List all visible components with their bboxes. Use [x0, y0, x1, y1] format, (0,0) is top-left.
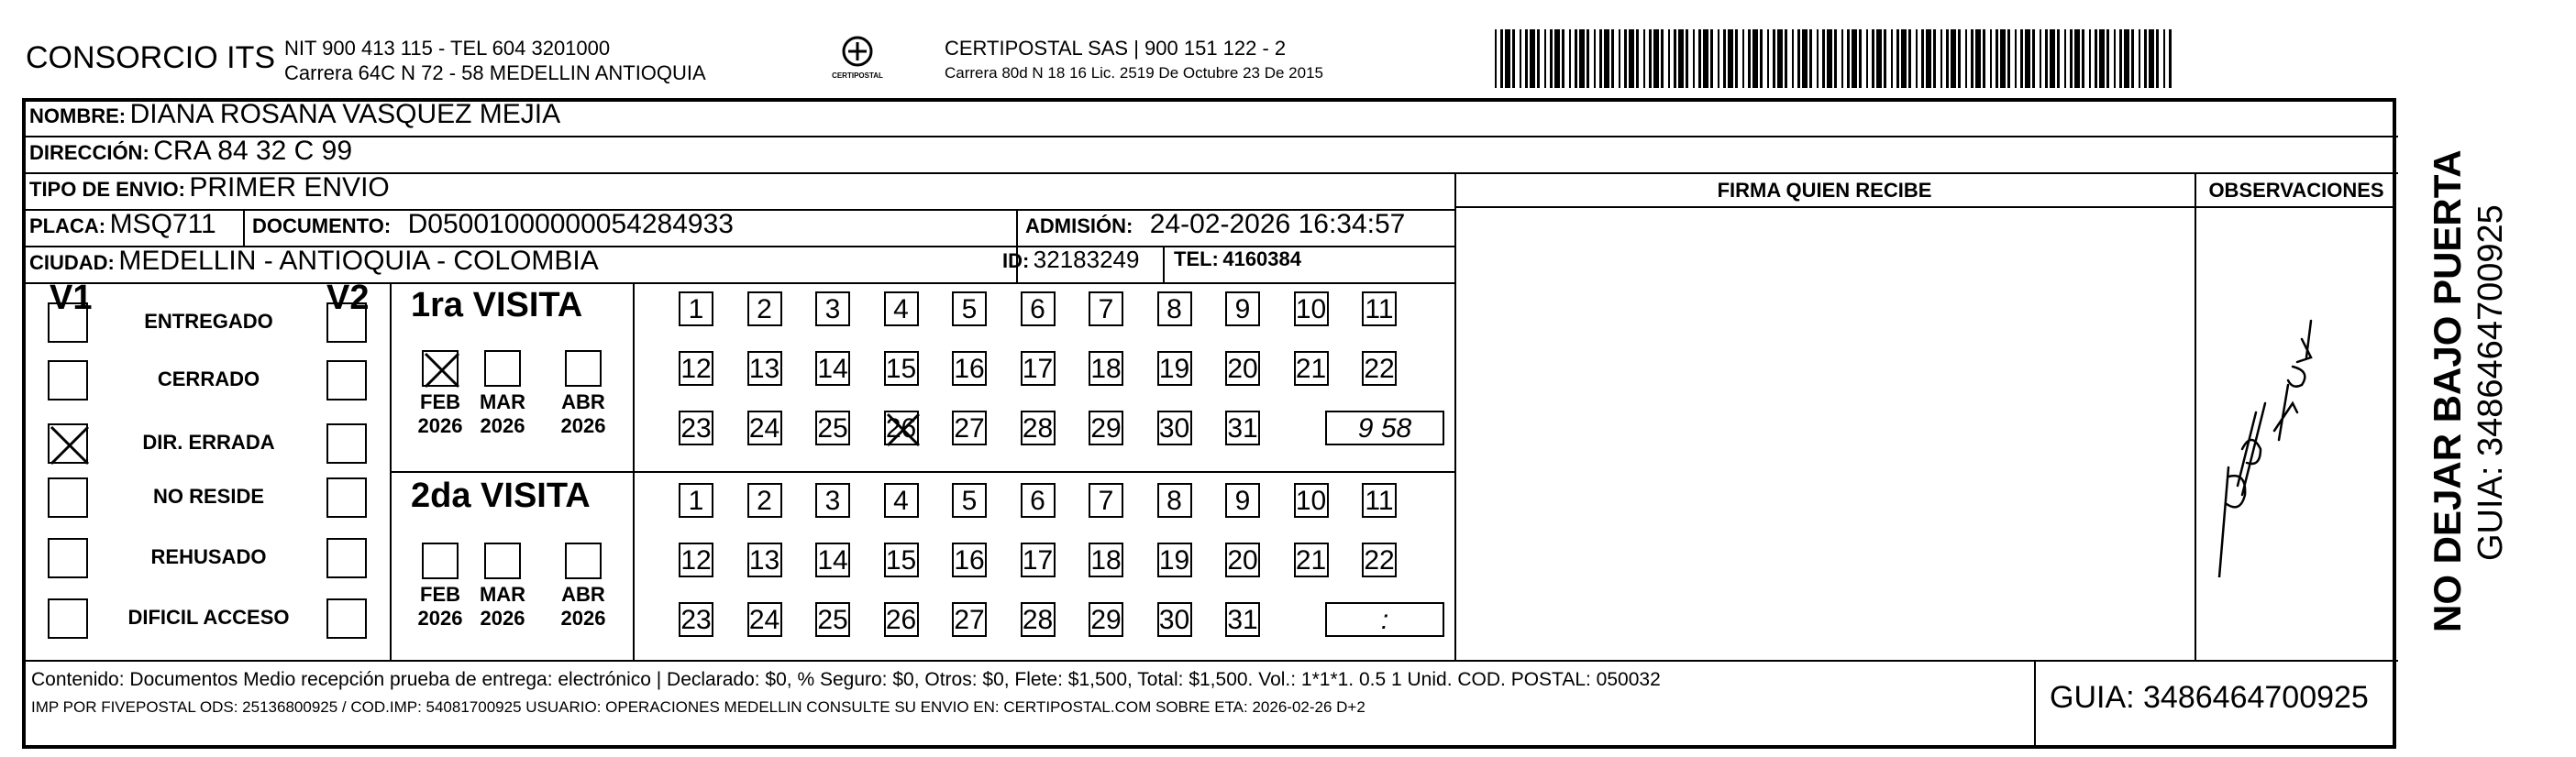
day-box[interactable]: 8: [1157, 291, 1192, 326]
carrier-address: Carrera 80d N 18 16 Lic. 2519 De Octubre 23 De 2015: [945, 64, 1323, 82]
status-label: DIFICIL ACCESO: [127, 606, 290, 629]
v1-checkbox[interactable]: [48, 302, 88, 343]
direccion-label: DIRECCIÓN:: [29, 141, 149, 164]
v1-checkbox[interactable]: [48, 538, 88, 578]
footer-guia: GUIA: 3486464700925: [2050, 680, 2369, 715]
nombre-value: DIANA ROSANA VASQUEZ MEJIA: [129, 99, 561, 129]
day-box[interactable]: 1: [679, 483, 713, 518]
day-box[interactable]: 14: [815, 543, 850, 577]
day-box[interactable]: 16: [952, 351, 987, 386]
carrier-name: CERTIPOSTAL SAS | 900 151 122 - 2: [945, 37, 1287, 60]
day-box[interactable]: 11: [1362, 291, 1397, 326]
side-guia: GUIA: 3486464700925: [2471, 204, 2510, 561]
day-box[interactable]: 7: [1089, 291, 1123, 326]
day-box[interactable]: 1: [679, 291, 713, 326]
admision-field: [1025, 209, 1405, 240]
v2-checkbox[interactable]: [326, 538, 367, 578]
day-box[interactable]: 31: [1225, 411, 1260, 445]
day-box[interactable]: 21: [1294, 543, 1329, 577]
placa-value: MSQ711: [109, 209, 216, 239]
day-box[interactable]: 16: [952, 543, 987, 577]
v2-checkbox[interactable]: [326, 423, 367, 464]
day-box[interactable]: 2: [747, 483, 782, 518]
company-address: Carrera 64C N 72 - 58 MEDELLIN ANTIOQUIA: [284, 61, 706, 84]
time-box[interactable]: :: [1325, 602, 1444, 637]
day-box[interactable]: 24: [747, 602, 782, 637]
month-label: ABR: [561, 583, 605, 606]
day-box[interactable]: 30: [1157, 411, 1192, 445]
day-box[interactable]: 4: [884, 291, 919, 326]
day-box[interactable]: 7: [1089, 483, 1123, 518]
id-field: [1002, 246, 1139, 274]
no-dejar-warning: NO DEJAR BAJO PUERTA: [2426, 149, 2469, 632]
day-box[interactable]: 19: [1157, 543, 1192, 577]
day-box[interactable]: 2: [747, 291, 782, 326]
day-box[interactable]: 10: [1294, 291, 1329, 326]
day-box[interactable]: 22: [1362, 351, 1397, 386]
v1-checkbox[interactable]: [48, 477, 88, 518]
first-visit-title: 1ra VISITA: [411, 286, 583, 324]
month-label: MAR: [479, 583, 526, 606]
v2-label: V2: [326, 279, 370, 317]
day-box[interactable]: 13: [747, 543, 782, 577]
day-box[interactable]: 18: [1089, 351, 1123, 386]
year-label: 2026: [560, 607, 606, 630]
day-box[interactable]: 12: [679, 351, 713, 386]
day-box[interactable]: 31: [1225, 602, 1260, 637]
day-box[interactable]: 20: [1225, 543, 1260, 577]
day-box[interactable]: 30: [1157, 602, 1192, 637]
month-label: FEB: [420, 583, 460, 606]
day-box[interactable]: 20: [1225, 351, 1260, 386]
day-box[interactable]: 14: [815, 351, 850, 386]
v1-checkbox[interactable]: [48, 598, 88, 639]
day-box[interactable]: 4: [884, 483, 919, 518]
nombre-label: NOMBRE:: [29, 104, 127, 127]
handwritten-observation: [2201, 302, 2338, 577]
tel-field: [1174, 247, 1301, 271]
day-box[interactable]: 23: [679, 411, 713, 445]
day-box[interactable]: 15: [884, 543, 919, 577]
status-label: NO RESIDE: [152, 485, 265, 508]
ciudad-label: CIUDAD:: [29, 251, 115, 274]
documento-value: D05001000000054284933: [407, 209, 734, 239]
day-box[interactable]: 28: [1021, 411, 1056, 445]
day-box[interactable]: 26: [884, 411, 919, 445]
status-label: CERRADO: [157, 368, 260, 390]
firma-header: FIRMA QUIEN RECIBE: [1717, 179, 1932, 202]
day-box[interactable]: 3: [815, 291, 850, 326]
v2-checkbox[interactable]: [326, 598, 367, 639]
day-box[interactable]: 29: [1089, 411, 1123, 445]
company-name: CONSORCIO ITS: [26, 40, 276, 75]
year-label: 2026: [560, 414, 606, 437]
footer-content: Contenido: Documentos Medio recepción prueba de entrega: electrónico | Declarado: $0, % Seguro: $0, Otros: $0, Flete: $1,500, Total: $1,500. Vol.: 1*1*1. 0.5 1 Unid. COD. POSTAL: 050032: [31, 669, 1661, 690]
day-box[interactable]: 27: [952, 411, 987, 445]
year-label: 2026: [480, 607, 525, 630]
placa-field: [29, 209, 216, 240]
day-box[interactable]: 8: [1157, 483, 1192, 518]
tipo-value: PRIMER ENVIO: [189, 172, 390, 203]
day-box[interactable]: 5: [952, 483, 987, 518]
company-nit: NIT 900 413 115 - TEL 604 3201000: [284, 37, 611, 60]
month-checkbox[interactable]: [565, 350, 602, 387]
second-visit-title: 2da VISITA: [411, 477, 591, 515]
ciudad-field: [29, 246, 599, 277]
admision-value: 24-02-2026 16:34:57: [1149, 209, 1406, 239]
documento-label: DOCUMENTO:: [252, 214, 392, 237]
day-box[interactable]: 24: [747, 411, 782, 445]
day-box[interactable]: 9: [1225, 291, 1260, 326]
tel-value: 4160384: [1222, 247, 1301, 270]
month-label: FEB: [420, 390, 460, 413]
year-label: 2026: [480, 414, 525, 437]
direccion-value: CRA 84 32 C 99: [153, 136, 353, 166]
day-box[interactable]: 15: [884, 351, 919, 386]
id-value: 32183249: [1033, 246, 1140, 273]
day-box[interactable]: 25: [815, 602, 850, 637]
logo-text: CERTIPOSTAL: [832, 71, 883, 80]
year-label: 2026: [417, 414, 463, 437]
month-checkbox[interactable]: [422, 543, 459, 579]
day-box[interactable]: 21: [1294, 351, 1329, 386]
day-box[interactable]: 29: [1089, 602, 1123, 637]
status-label: DIR. ERRADA: [142, 431, 275, 454]
month-checkbox[interactable]: [422, 350, 459, 387]
month-label: MAR: [479, 390, 526, 413]
status-label: REHUSADO: [150, 545, 267, 568]
day-box[interactable]: 6: [1021, 483, 1056, 518]
v1-label: V1: [50, 279, 93, 317]
day-box[interactable]: 18: [1089, 543, 1123, 577]
month-label: ABR: [561, 390, 605, 413]
day-box[interactable]: 28: [1021, 602, 1056, 637]
tel-label: TEL:: [1174, 247, 1219, 270]
day-box[interactable]: 9: [1225, 483, 1260, 518]
v2-checkbox[interactable]: [326, 360, 367, 400]
nombre-field: [29, 99, 560, 130]
day-box[interactable]: 27: [952, 602, 987, 637]
barcode: [1495, 29, 2183, 88]
day-box[interactable]: 25: [815, 411, 850, 445]
tipo-field: [29, 172, 390, 203]
day-box[interactable]: 19: [1157, 351, 1192, 386]
ciudad-value: MEDELLIN - ANTIOQUIA - COLOMBIA: [118, 246, 599, 276]
year-label: 2026: [417, 607, 463, 630]
day-box[interactable]: 11: [1362, 483, 1397, 518]
day-box[interactable]: 6: [1021, 291, 1056, 326]
id-label: ID:: [1002, 249, 1030, 272]
day-box[interactable]: 12: [679, 543, 713, 577]
day-box[interactable]: 3: [815, 483, 850, 518]
day-box[interactable]: 5: [952, 291, 987, 326]
day-box[interactable]: 17: [1021, 351, 1056, 386]
v1-checkbox[interactable]: [48, 423, 88, 464]
status-label: ENTREGADO: [144, 310, 273, 333]
tipo-label: TIPO DE ENVIO:: [29, 178, 185, 201]
admision-label: ADMISIÓN:: [1025, 214, 1133, 237]
month-checkbox[interactable]: [565, 543, 602, 579]
footer-print-info: IMP POR FIVEPOSTAL ODS: 25136800925 / COD.IMP: 54081700925 USUARIO: OPERACIONES MEDELLIN CONSULTE SU ENVIO EN: CERTIPOSTAL.COM SOBRE ETA: 2026-02-26 D+2: [31, 698, 1365, 716]
day-box[interactable]: 26: [884, 602, 919, 637]
day-box[interactable]: 22: [1362, 543, 1397, 577]
documento-field: [252, 209, 734, 240]
day-box[interactable]: 17: [1021, 543, 1056, 577]
month-checkbox[interactable]: [484, 543, 521, 579]
v1-checkbox[interactable]: [48, 360, 88, 400]
observaciones-header: OBSERVACIONES: [2208, 179, 2384, 202]
time-box[interactable]: 9 58: [1325, 411, 1444, 445]
direccion-field: [29, 136, 352, 167]
day-box[interactable]: 23: [679, 602, 713, 637]
day-box[interactable]: 10: [1294, 483, 1329, 518]
month-checkbox[interactable]: [484, 350, 521, 387]
v2-checkbox[interactable]: [326, 302, 367, 343]
v2-checkbox[interactable]: [326, 477, 367, 518]
placa-label: PLACA:: [29, 214, 106, 237]
day-box[interactable]: 13: [747, 351, 782, 386]
